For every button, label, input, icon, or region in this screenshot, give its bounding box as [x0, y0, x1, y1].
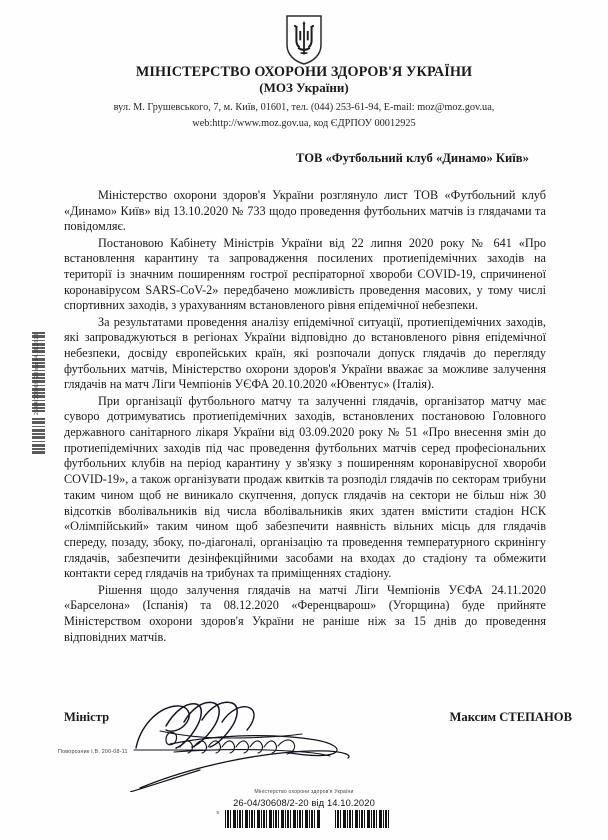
side-barcode-label: 26-04/30608/2-20 від 14.10.2020: [34, 333, 40, 415]
contact-line-address: вул. М. Грушевського, 7, м. Київ, 01601, тел. (044) 253-61-94, E-mail: moz@moz.gov.ua,: [113, 102, 495, 113]
signature-name: Максим СТЕПАНОВ: [449, 710, 572, 724]
organization-title: МІНІСТЕРСТВО ОХОРОНИ ЗДОРОВ'Я УКРАЇНИ: [135, 64, 473, 80]
body-paragraph: За результатами проведення аналізу епідемічної ситуації, протиепідемічних заходів, які запроваджуються в регіонах України відповідно до встановленого рівня епідемічної небезпеки, досвіду європейських країн, які розпочали допуск глядачів до перегляду футбольних матчів, Міністерство охорони здоров'я України вважає за можливе залучення глядачів на матч Ліги Чемпіонів УЄФА 20.10.2020 «Ювентус» (Італія).: [64, 314, 546, 392]
footer-barcode-group-2: [335, 810, 390, 828]
footer-barcode-group-1: [225, 810, 321, 828]
footer-barcode-side-digit: 5: [216, 810, 220, 815]
signature-role: Міністр: [64, 710, 110, 724]
ukraine-trident-coat-of-arms-icon: [284, 14, 324, 66]
body-paragraph: Міністерство охорони здоров'я України розглянуло лист ТОВ «Футбольний клуб «Динамо» Київ» від 13.10.2020 № 733 щодо проведення футбольних матчів із глядачами та повідомляє.: [64, 188, 546, 234]
footer-stamp-org: Міністерство охорони здоров'я України: [254, 789, 354, 795]
body-paragraph: Рішення щодо залучення глядачів на матчі Ліги Чемпіонів УЄФА 24.11.2020 «Барселона» (Іспанія) та 08.12.2020 «Ференцварош» (Угорщина) буде прийняте Міністерством охорони здоров'я України не раніше ніж за 15 днів до проведення відповідних матчів.: [64, 582, 546, 644]
body-paragraph: При організації футбольного матчу та залученні глядачів, організатор матчу має суворо дотримуватись протиепідемічних заходів, встановлених постановою Головного державного санітарного лікаря України від 03.09.2020 року № 51 «Про внесення змін до протиепідемічних заходів під час проведення футбольних матчів серед професіональних футбольних клубів на період карантину у зв'язку з поширенням коронавірусної хвороби COVID-19», а також організувати продаж квитків та розподіл глядачів по секторам трибуни таким чином щоб не виникало скупчення, допуск глядачів на сектори не більш ніж 30 відсотків вболівальників від числа вболівальників яких здатен вмістити стадіон НСК «Олімпійський» таким чином щоб забезпечити наявність вільних місць для глядачів спереду, позаду, збоку, по-діагоналі, організацію та проведення температурного скринінгу глядачів, забезпечити дезінфекційними засобами на входах до стадіону та обмежити контакти серед глядачів на трибунах та приміщеннях стадіону.: [64, 393, 546, 581]
executor-line: Поворозник І.В. 200-08-11: [58, 749, 128, 755]
side-barcode: [26, 332, 46, 454]
footer-registration-stamp: [0, 790, 608, 828]
footer-stamp-number: 26-04/30608/2-20 від 14.10.2020: [233, 796, 375, 808]
footer-barcode: [217, 810, 392, 828]
handwritten-signature-icon: [130, 700, 410, 792]
body-paragraph: Постановою Кабінету Міністрів України від 22 липня 2020 року № 641 «Про встановлення карантину та запровадження посилених протиепідемічних заходів на території із значним поширенням гострої респіраторної хвороби COVID-19, спричиненої коронавірусом SARS-CoV-2» передбачено можливість проведення масових, у тому числі спортивних заходів, з урахуванням встановленого рівня епідемічної небезпеки.: [64, 235, 546, 313]
addressee: ТОВ «Футбольний клуб «Динамо» Київ»: [296, 151, 529, 165]
organization-subtitle: (МОЗ України): [259, 80, 349, 95]
letter-body: [64, 188, 546, 645]
emblem-container: [0, 14, 608, 66]
side-barcode-bars-bottom: [32, 418, 45, 454]
contact-line-web: web:http://www.moz.gov.ua, код ЄДРПОУ 00012925: [192, 118, 416, 129]
